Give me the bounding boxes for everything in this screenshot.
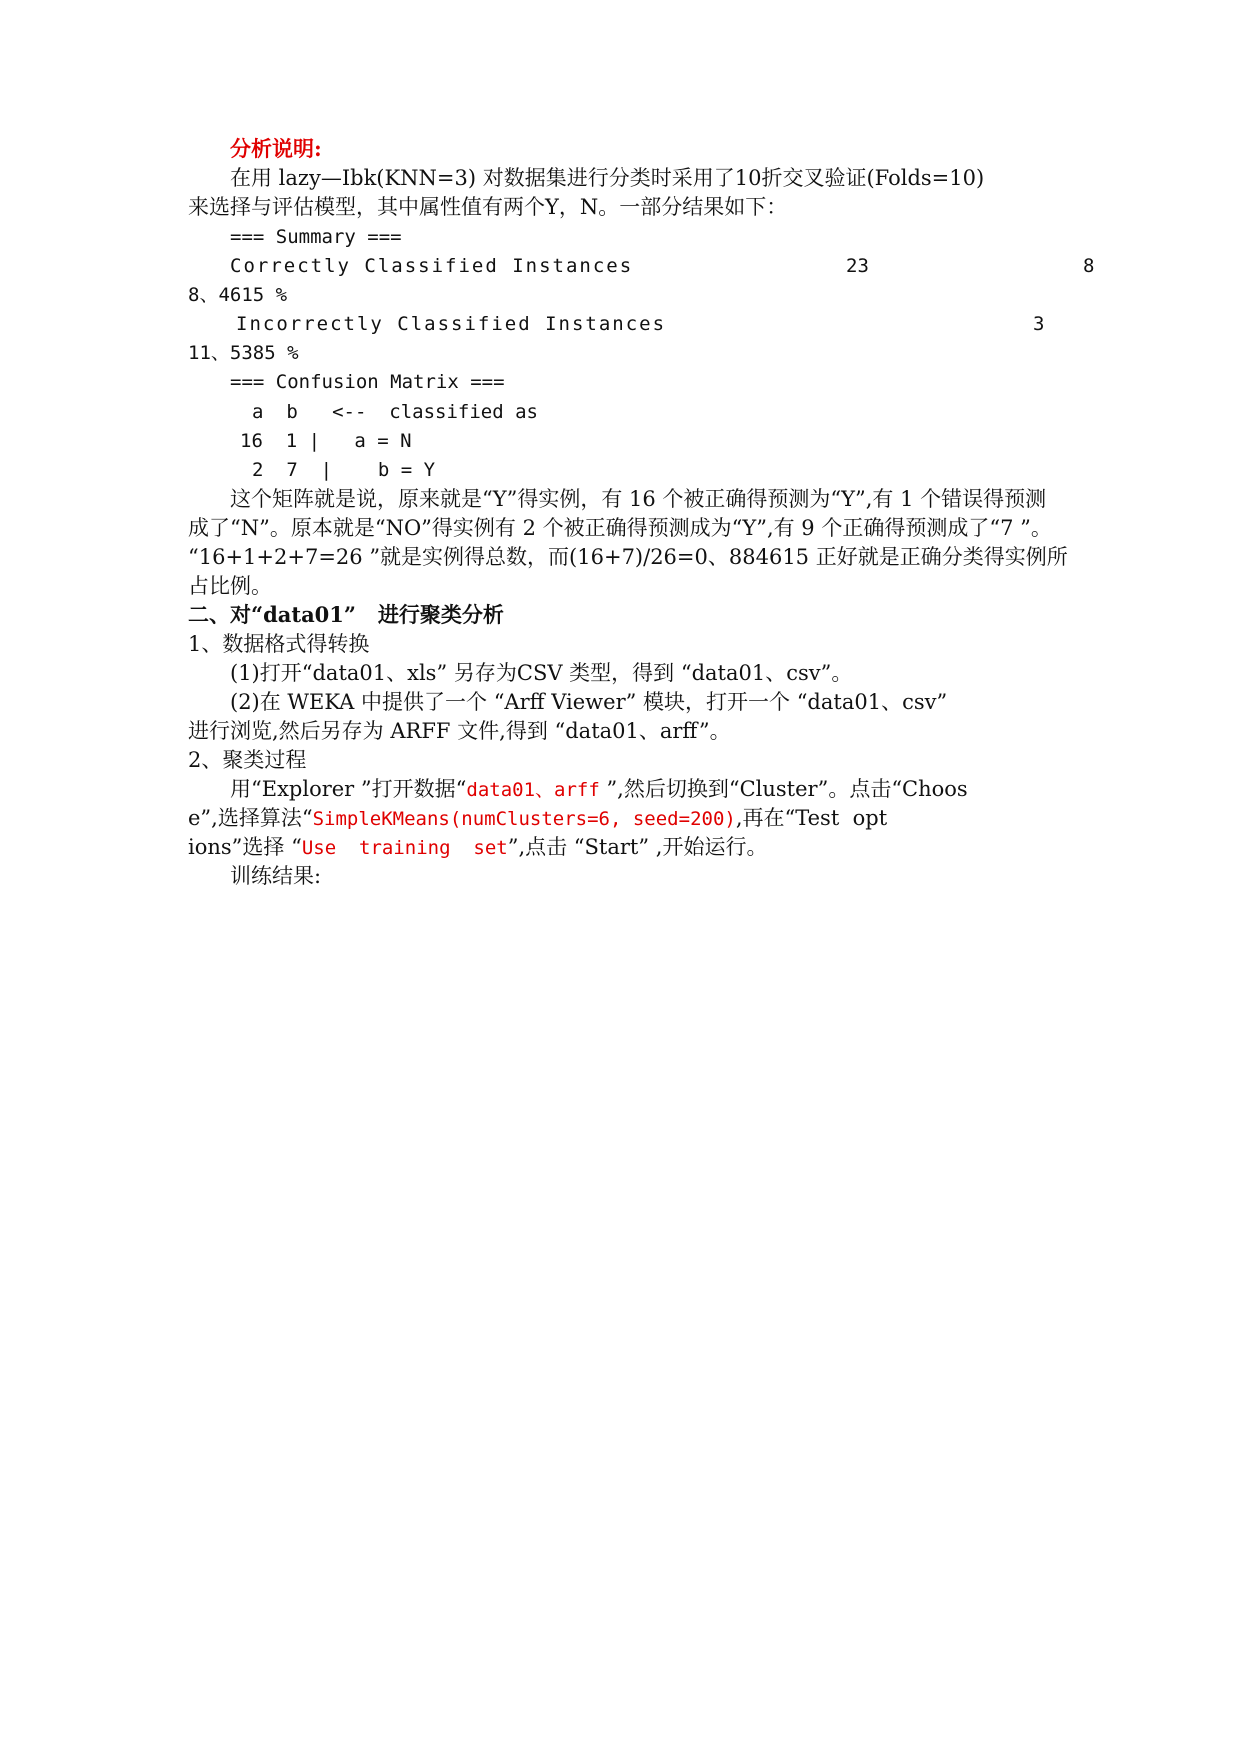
analysis-heading: 分析说明: — [230, 136, 322, 161]
subsection-1-title: 1、数据格式得转换 — [188, 632, 370, 656]
text-segment: ions”选择 “ — [188, 835, 302, 859]
highlight-algorithm: SimpleKMeans(numClusters=6, seed=200) — [312, 808, 736, 830]
paragraph-2-line-1: 这个矩阵就是说，原来就是“Y”得实例，有 16 个被正确得预测为“Y”,有 1 个错误得预测 — [230, 487, 1047, 511]
confusion-matrix-row-1: 16 1 | a = N — [240, 430, 412, 452]
correct-instances-label: Correctly Classified Instances — [230, 255, 634, 277]
text-segment: e”,选择算法“ — [188, 806, 313, 830]
subsection-1-paragraph-2-line-2: 进行浏览,然后另存为 ARFF 文件,得到 “data01、arff”。 — [188, 719, 731, 743]
correct-instances-pct-b: 8、4615 % — [188, 284, 288, 306]
confusion-matrix-title: === Confusion Matrix === — [230, 371, 505, 393]
training-result-label: 训练结果: — [230, 864, 322, 888]
incorrect-instances-count: 3 — [1033, 313, 1045, 335]
subsection-2-title: 2、聚类过程 — [188, 748, 307, 772]
paragraph-1-line-2: 来选择与评估模型，其中属性值有两个Y，N。一部分结果如下： — [188, 195, 788, 219]
subsection-1-paragraph-2-line-1: (2)在 WEKA 中提供了一个 “Arff Viewer” 模块，打开一个 “data01、csv” — [230, 690, 948, 714]
incorrect-instances-pct: 11、5385 % — [188, 342, 299, 364]
text-segment: ”,然后切换到“Cluster”。点击“Choos — [599, 777, 968, 801]
subsection-1-paragraph-1: (1)打开“data01、xls” 另存为CSV 类型，得到 “data01、csv”。 — [230, 661, 853, 685]
highlight-filename: data01、arff — [466, 779, 600, 801]
paragraph-1-line-1: 在用 lazy—Ibk(KNN=3) 对数据集进行分类时采用了10折交叉验证(Folds=10) — [230, 166, 985, 190]
confusion-matrix-header: a b <-- classified as — [252, 401, 538, 423]
incorrect-instances-label: Incorrectly Classified Instances — [236, 313, 667, 335]
correct-instances-pct-a: 8 — [1083, 255, 1095, 277]
paragraph-2-line-4: 占比例。 — [188, 574, 272, 598]
text-segment: 用“Explorer ”打开数据“ — [230, 777, 467, 801]
highlight-option: Use training set — [301, 837, 508, 859]
text-segment: ”,点击 “Start” ,开始运行。 — [507, 835, 768, 859]
text-segment: ,再在“Test opt — [735, 806, 888, 830]
summary-title: === Summary === — [230, 226, 402, 248]
paragraph-2-line-2: 成了“N”。原本就是“NO”得实例有 2 个被正确得预测成为“Y”,有 9 个正确得预测成了“7 ”。 — [188, 516, 1052, 540]
paragraph-2-line-3: “16+1+2+7=26 ”就是实例得总数，而(16+7)/26=0、884615 正好就是正确分类得实例所 — [188, 545, 1068, 569]
section-2-title: 二、对“data01” 进行聚类分析 — [188, 602, 504, 627]
confusion-matrix-row-2: 2 7 | b = Y — [252, 459, 436, 481]
correct-instances-count: 23 — [846, 255, 869, 277]
